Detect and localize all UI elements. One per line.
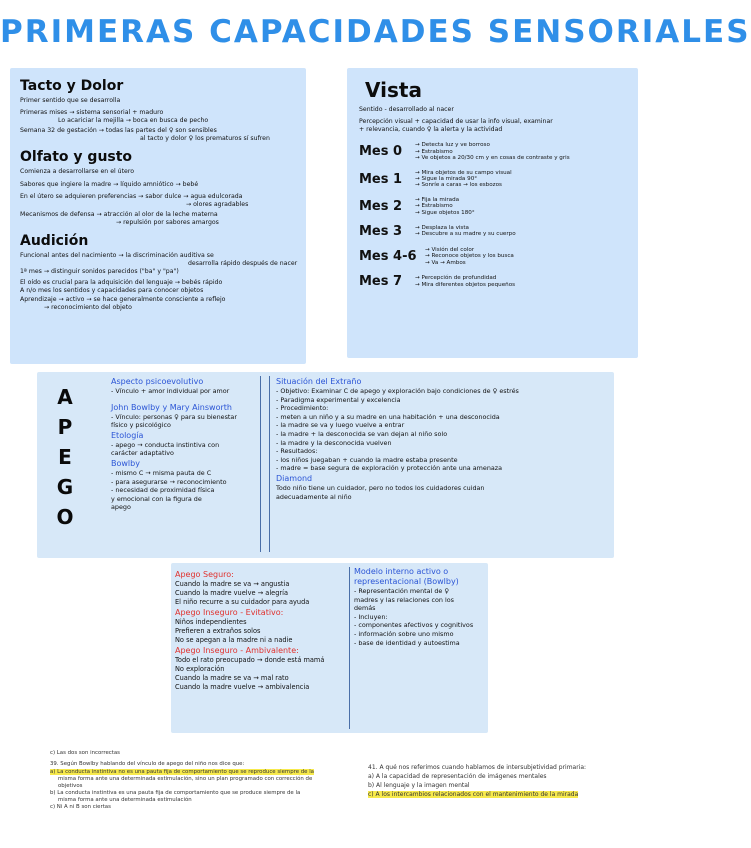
question-41: 41. A qué nos referimos cuando hablamos de intersubjetividad primaria:: [368, 764, 587, 771]
olfato-line: → olores agradables: [186, 200, 249, 208]
section-subheading: Diamond: [276, 473, 313, 483]
section-subheading: Apego Seguro:: [175, 570, 234, 579]
tacto-line: Primeras mises → sistema sensorial + maduro: [20, 109, 164, 117]
apego-theory-column: [111, 376, 261, 552]
note-line: adecuadamente al niño: [276, 492, 352, 501]
question-39: 39. Según Bowlby hablando del vínculo de apego del niño nos dice que:: [50, 761, 245, 767]
month-label: Mes 1: [359, 171, 403, 187]
tacto-card: [10, 68, 306, 364]
month-detail: → Sigue la mirada 90°: [415, 175, 478, 182]
month-label: Mes 2: [359, 198, 403, 214]
question-text: c) Las dos son incorrectas: [50, 750, 120, 756]
note-line: - Representación mental de ♀: [354, 587, 450, 595]
note-line: Cuando la madre vuelve → ambivalencia: [175, 683, 310, 691]
note-line: - los niños juegaban + cuando la madre estaba presente: [276, 455, 458, 464]
note-line: Cuando la madre vuelve → alegría: [175, 589, 288, 597]
month-detail: → Descubre a su madre y su cuerpo: [415, 231, 516, 238]
tacto-line: Semana 32 de gestación → todas las partes del ♀ son sensibles: [20, 127, 217, 135]
note-line: físico y psicológico: [111, 421, 171, 430]
question-option-cont: misma forma ante una determinada estimulación: [58, 797, 192, 803]
note-line: - Incluyen:: [354, 612, 388, 621]
note-line: apego: [111, 503, 131, 512]
olfato-line: Comienza a desarrollarse en el útero: [20, 168, 135, 176]
apego-letter: A: [57, 385, 73, 409]
question-option-cont: misma forma ante una determinada estimulación, sino un plan programado con corrección de: [58, 776, 313, 782]
note-line: - para asegurarse → reconocimiento: [111, 477, 227, 486]
month-detail: → Detecta luz y ve borroso: [415, 142, 490, 149]
note-line: Niños independientes: [175, 618, 247, 626]
situacion-extrano-column: [269, 376, 609, 552]
note-line: - mismo C → misma pauta de C: [111, 468, 212, 477]
question-option: a) A la capacidad de representación de imágenes mentales: [368, 773, 547, 780]
note-line: demás: [354, 604, 376, 613]
vista-heading: Vista: [365, 78, 422, 102]
audicion-line: Aprendizaje → activo → se hace generalmente consciente a reflejo: [20, 295, 226, 303]
note-line: - necesidad de proximidad física: [111, 486, 215, 495]
tacto-line: Primer sentido que se desarrolla: [20, 97, 121, 104]
note-line: - Objetivo: Examinar C de apego y exploración bajo condiciones de ♀ estrés: [276, 387, 519, 395]
modelo-interno-column: [349, 567, 485, 729]
section-subheading: Aspecto psicoevolutivo: [111, 377, 204, 386]
note-line: No se apegan a la madre ni a nadie: [175, 636, 293, 644]
audicion-line: 1ª mes → distinguir sonidos parecidos ("ba" y "pa"): [20, 268, 179, 276]
month-detail: → Percepción de profundidad: [415, 275, 497, 282]
month-row: [359, 170, 626, 189]
vista-intro: Percepción visual + capacidad de usar la info visual, examinar: [359, 118, 553, 126]
audicion-line: El oído es crucial para la adquisición del lenguaje → bebés rápido: [20, 279, 223, 287]
month-detail: → Sigue objetos 180°: [415, 209, 475, 216]
note-line: El niño recurre a su cuidador para ayuda: [175, 598, 310, 606]
month-row: [359, 274, 626, 289]
month-detail: → Va → Ambos: [425, 259, 466, 266]
note-line: - meten a un niño y a su madre en una habitación + una desconocida: [276, 412, 500, 421]
question-option: [50, 769, 314, 776]
vista-card: [347, 68, 638, 358]
note-line: Todo niño tiene un cuidador, pero no todos los cuidadores cuidan: [276, 483, 485, 492]
olfato-line: → repulsión por sabores amargos: [116, 218, 219, 226]
section-subheading: John Bowlby y Mary Ainsworth: [111, 402, 232, 412]
tacto-heading: Tacto y Dolor: [20, 78, 124, 94]
month-row: [359, 142, 626, 161]
note-line: - madre = base segura de exploración y protección ante una amenaza: [276, 464, 503, 473]
month-detail: → Desplaza la vista: [415, 225, 469, 232]
month-label: Mes 0: [359, 144, 403, 160]
tipos-apego-column: [175, 569, 345, 692]
note-line: - información sobre uno mismo: [354, 629, 454, 638]
note-line: - Vínculo: personas ♀ para su bienestar: [111, 412, 237, 421]
month-detail: → Visión del color: [425, 246, 475, 253]
audicion-line: Funcional antes del nacimiento → la discriminación auditiva se: [20, 252, 214, 260]
apego-letter: E: [58, 445, 72, 469]
section-subheading: Situación del Extraño: [276, 377, 362, 386]
apego-letter: G: [56, 475, 74, 499]
note-line: - la madre y la desconocida vuelven: [276, 438, 392, 447]
month-detail: → Mira objetos de su campo visual: [415, 169, 512, 176]
section-subheading: Apego Inseguro - Evitativo:: [175, 608, 284, 617]
month-label: Mes 3: [359, 223, 403, 239]
audicion-line: A n/o mes los sentidos y capacidades para conocer objetos: [20, 287, 204, 295]
olfato-heading: Olfato y gusto: [20, 149, 133, 166]
note-line: - la madre se va y luego vuelve a entrar: [276, 421, 405, 430]
month-detail: → Estrabismo: [415, 203, 453, 210]
month-row: [359, 247, 626, 266]
note-line: - Procedimiento:: [276, 404, 329, 413]
note-line: - Paradigma experimental y excelencia: [276, 395, 401, 404]
audicion-heading: Audición: [20, 233, 89, 250]
question-option: [368, 792, 578, 799]
answer-highlight: a) La conducta instintiva no es una pauta fija de comportamiento que se reproduce siempre de la: [50, 769, 314, 775]
section-subheading: Etología: [111, 430, 144, 440]
olfato-line: Sabores que ingiere la madre → líquido amniótico → bebé: [20, 180, 199, 188]
vista-intro: + relevancia, cuando ♀ la alerta y la actividad: [359, 126, 503, 134]
apego-letter: O: [56, 505, 74, 529]
note-line: - Resultados:: [276, 447, 318, 456]
note-line: - componentes afectivos y cognitivos: [354, 621, 474, 630]
tipos-apego-card: [171, 563, 488, 733]
tacto-line: Lo acariciar la mejilla → boca en busca de pecho: [58, 117, 209, 125]
tacto-line: al tacto y dolor ♀ los prematuros sí sufren: [140, 135, 270, 143]
apego-letter: P: [57, 415, 73, 439]
audicion-line: → reconocimiento del objeto: [44, 303, 132, 311]
month-row: [359, 197, 626, 216]
month-detail: → Estrabismo: [415, 148, 453, 155]
apego-card: [37, 372, 614, 558]
note-line: y emocional con la figura de: [111, 494, 202, 503]
page-title: PRIMERAS CAPACIDADES SENSORIALES: [0, 14, 751, 50]
note-line: Cuando la madre se va → mal rato: [175, 674, 289, 682]
apego-vertical-title: [47, 382, 83, 532]
note-line: Cuando la madre se va → angustia: [175, 580, 290, 588]
note-line: - apego → conducta instintiva con: [111, 440, 220, 449]
note-line: Todo el rato preocupado → donde está mamá: [175, 656, 325, 664]
note-line: carácter adaptativo: [111, 449, 174, 458]
question-option: b) Al lenguaje y la imagen mental: [368, 782, 470, 789]
month-detail: → Ve objetos a 20/30 cm y en cosas de contraste y gris: [415, 155, 570, 162]
month-detail: → Fija la mirada: [415, 196, 460, 203]
question-option: b) La conducta instintiva es una pauta fija de comportamiento que se produce siempre de la: [50, 790, 301, 796]
vista-intro: Sentido - desarrollado al nacer: [359, 106, 454, 113]
note-line: - Vínculo + amor individual por amor: [111, 387, 230, 395]
note-line: - la madre + la desconocida se van dejan al niño solo: [276, 429, 448, 438]
month-detail: → Reconoce objetos y los busca: [425, 253, 514, 260]
note-line: Prefieren a extraños solos: [175, 627, 261, 635]
month-label: Mes 7: [359, 274, 403, 290]
section-subheading: representacional (Bowlby): [354, 577, 459, 586]
note-line: No exploración: [175, 665, 225, 673]
month-label: Mes 4-6: [359, 249, 417, 265]
note-line: - base de identidad y autoestima: [354, 638, 460, 647]
question-option: c) Ni A ni B son ciertas: [50, 804, 111, 810]
olfato-line: En el útero se adquieren preferencias → sabor dulce → agua edulcorada: [20, 192, 243, 200]
question-option-cont: objetivos: [58, 783, 83, 789]
audicion-line: desarrolla rápido después de nacer: [188, 260, 298, 268]
olfato-line: Mecanismos de defensa → atracción al olor de la leche materna: [20, 210, 218, 218]
section-subheading: Apego Inseguro - Ambivalente:: [175, 646, 299, 655]
note-line: madres y las relaciones con los: [354, 595, 455, 604]
section-subheading: Modelo interno activo o: [354, 567, 449, 576]
month-detail: → Sonríe a caras → los esbozos: [415, 182, 502, 189]
month-detail: → Mira diferentes objetos pequeños: [415, 281, 516, 288]
section-subheading: Bowlby: [111, 458, 140, 468]
answer-highlight: c) A los intercambios relacionados con el mantenimiento de la mirada: [368, 791, 579, 798]
month-row: [359, 224, 626, 239]
